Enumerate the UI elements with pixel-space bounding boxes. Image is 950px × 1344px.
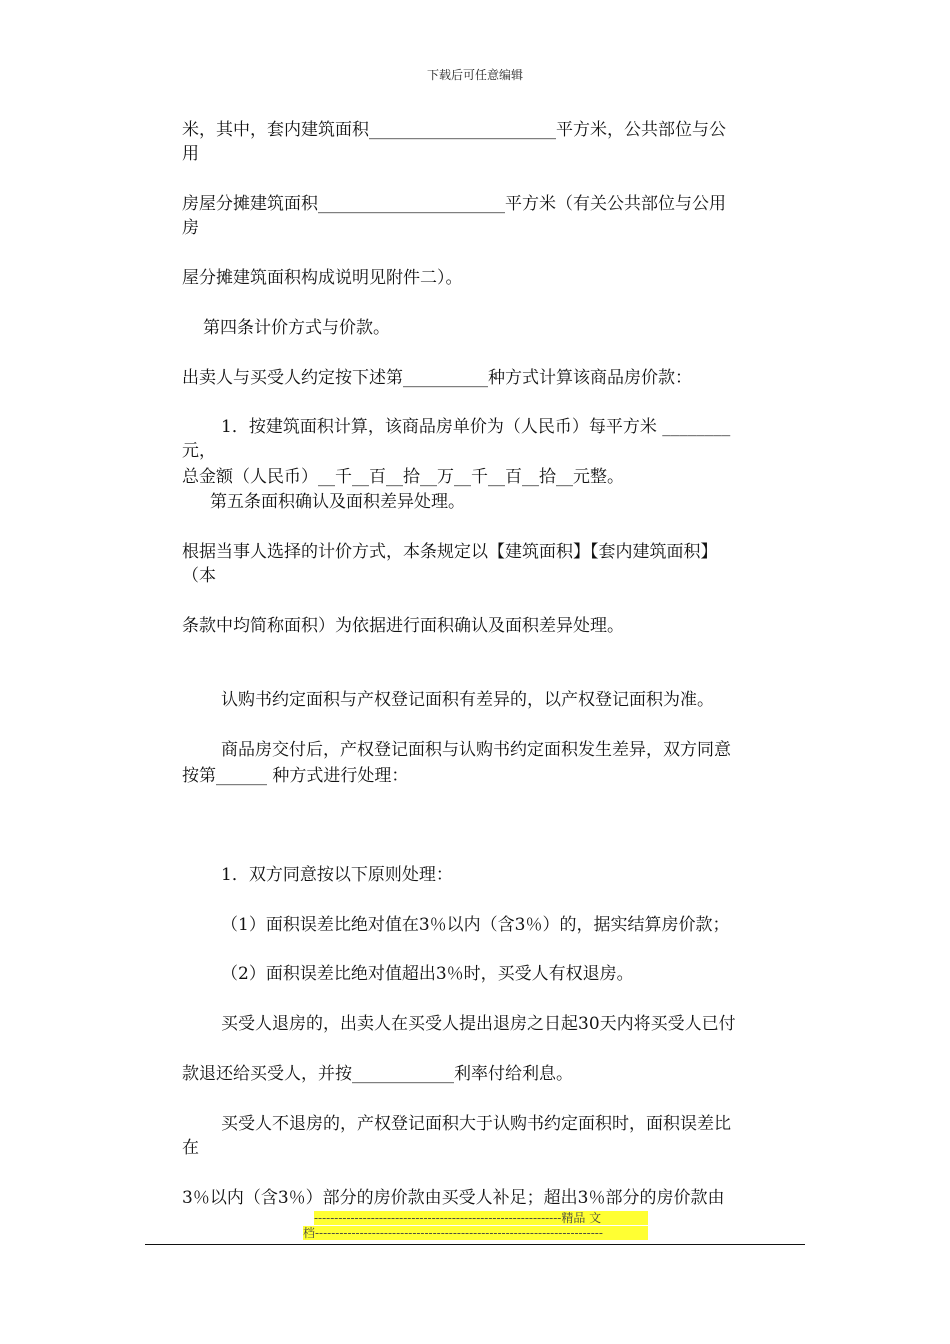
text-line: 款退还给买受人，并按____________利率付给利息。 — [182, 1064, 573, 1084]
text-line: 商品房交付后，产权登记面积与认购书约定面积发生差异，双方同意 — [221, 740, 731, 760]
text-line: 条款中均简称面积）为依据进行面积确认及面积差异处理。 — [182, 616, 624, 636]
text-line: （本 — [182, 566, 216, 586]
footer-rule — [145, 1244, 805, 1245]
text-line: 元， — [182, 441, 216, 461]
text-line: 屋分摊建筑面积构成说明见附件二）。 — [182, 268, 463, 288]
text-line: 在 — [182, 1138, 199, 1158]
text-line: 用 — [182, 144, 199, 164]
article-heading: 第五条面积确认及面积差异处理。 — [210, 492, 465, 512]
text-line: （1）面积误差比绝对值在3％以内（含3％）的，据实结算房价款； — [221, 915, 730, 935]
text-line: 房 — [182, 218, 199, 238]
text-line: 3％以内（含3％）部分的房价款由买受人补足；超出3％部分的房价款由 — [182, 1188, 725, 1208]
text-line: 买受人不退房的，产权登记面积大于认购书约定面积时，面积误差比 — [221, 1114, 731, 1134]
footer-watermark-line2: 档----------------------------------------------------------------------- — [303, 1226, 648, 1240]
text-line: 认购书约定面积与产权登记面积有差异的，以产权登记面积为准。 — [221, 690, 714, 710]
text-line: 1．按建筑面积计算，该商品房单价为（人民币）每平方米 ________ — [221, 417, 731, 437]
text-line: 总金额（人民币）__千__百__拾__万__千__百__拾__元整。 — [182, 467, 624, 487]
text-line: 1．双方同意按以下原则处理： — [221, 865, 453, 885]
text-line: 房屋分摊建筑面积______________________平方米（有关公共部位与公用 — [182, 194, 726, 214]
text-line: 按第______ 种方式进行处理： — [182, 766, 409, 786]
text-line: 买受人退房的，出卖人在买受人提出退房之日起30天内将买受人已付 — [221, 1014, 736, 1034]
text-line: 出卖人与买受人约定按下述第__________种方式计算该商品房价款： — [182, 368, 692, 388]
article-heading: 第四条计价方式与价款。 — [203, 318, 390, 338]
text-line: 根据当事人选择的计价方式，本条规定以【建筑面积】【套内建筑面积】 — [182, 542, 718, 562]
text-line: 米，其中，套内建筑面积______________________平方米，公共部位与公 — [182, 120, 726, 140]
footer-watermark-line1: -------------------------------------------------------------精品 文 — [314, 1211, 648, 1225]
page-header: 下载后可任意编辑 — [426, 68, 523, 82]
text-line: （2）面积误差比绝对值超出3％时，买受人有权退房。 — [221, 964, 634, 984]
